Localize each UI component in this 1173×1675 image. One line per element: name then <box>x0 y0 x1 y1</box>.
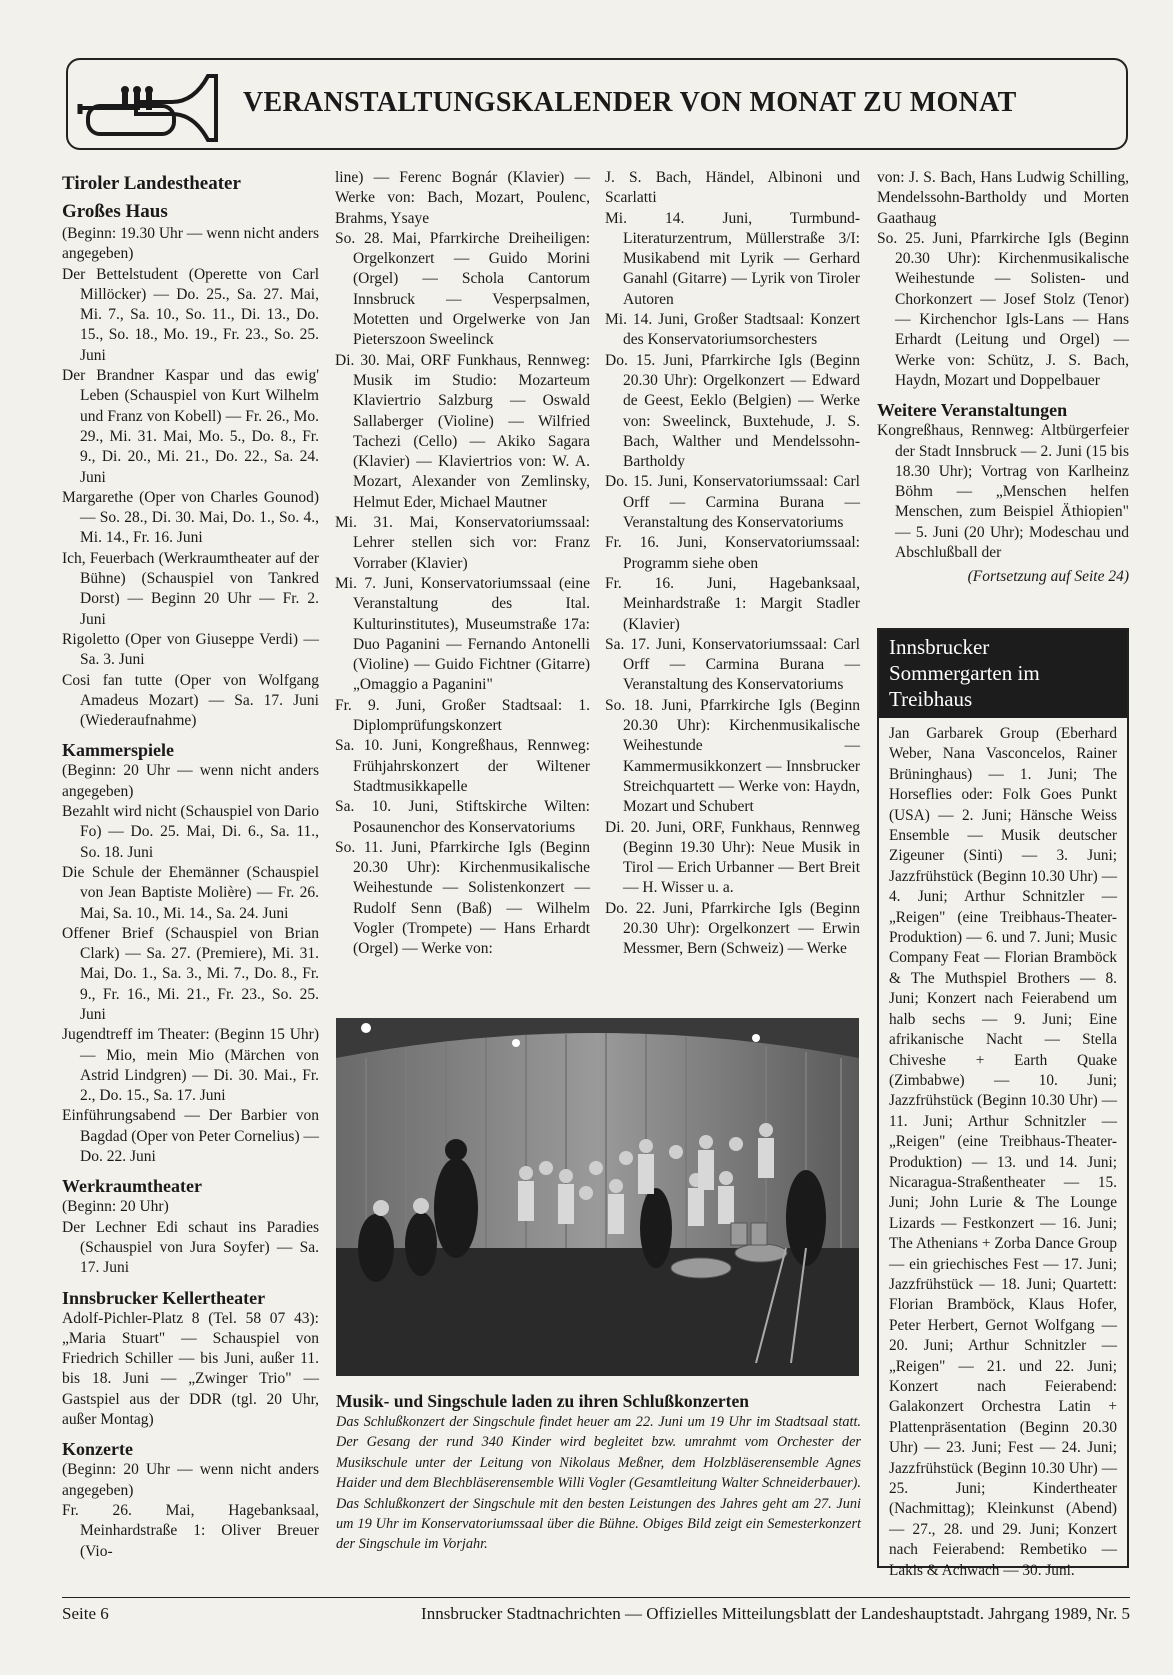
calendar-entry: Mi. 31. Mai, Konservatoriumssaal: Lehrer stellen sich vor: Franz Vorraber (Klavier) <box>335 514 590 572</box>
calendar-entry: Der Brandner Kaspar und das ewig' Leben (Schauspiel von Kurt Wilhelm und Franz von Kobell) — Fr. 26., Mo. 29., Mi. 31. Mai, Mo. 5., Do. 8., Fr. 9., Di. 20., Mi. 21., Do. 22., Sa. 24. Juni <box>62 367 319 486</box>
trumpet-icon <box>76 66 226 146</box>
section-heading: Innsbrucker Kellertheater <box>62 1287 266 1308</box>
calendar-entry: J. S. Bach, Händel, Albinoni und Scarlatti <box>605 169 860 207</box>
calendar-entry: Do. 22. Juni, Pfarrkirche Igls (Beginn 20.30 Uhr): Orgelkonzert — Erwin Messmer, Bern (Schweiz) — Werke <box>605 899 860 958</box>
calendar-entry: Offener Brief (Schauspiel von Brian Clark) — Sa. 27. (Premiere), Mi. 31. Mai, Do. 1., Sa. 3., Mi. 7., Do. 8., Fr. 9., Fr. 16., Mi. 21., Fr. 23., So. 25. Juni <box>62 924 319 1023</box>
calendar-entry: Bezahlt wird nicht (Schauspiel von Dario Fo) — Do. 25. Mai, Di. 6., Sa. 11., So. 18. Juni <box>62 803 319 861</box>
calendar-entry: Mi. 14. Juni, Turmbund-Literaturzentrum, Müllerstraße 3/I: Musikabend mit Lyrik — Gerhard Ganahl (Gitarre) — Lyrik von Tiroler Autoren <box>605 209 860 308</box>
column-4 <box>877 168 1129 588</box>
calendar-entry: (Beginn: 20 Uhr — wenn nicht anders angegeben) <box>62 762 319 800</box>
publication-line: Innsbrucker Stadtnachrichten — Offizielles Mitteilungsblatt der Landeshauptstadt. Jahrgang 1989, Nr. 5 <box>421 1604 1130 1623</box>
photo-caption <box>336 1390 861 1555</box>
calendar-entry: (Beginn: 20 Uhr — wenn nicht anders angegeben) <box>62 1461 319 1499</box>
calendar-entry: Sa. 10. Juni, Kongreßhaus, Rennweg: Frühjahrskonzert der Wiltener Stadtmusikkapelle <box>335 737 590 795</box>
sommergarten-text: Jan Garbarek Group (Eberhard Weber, Nana Vasconcelos, Rainer Brüninghaus) — 1. Juni; The Horseflies oder: Folk Goes Punkt (USA) — 2. Juni; Hänsche Weiss Ensemble — Musik deutscher Zigeuner (Sinti) — 3. Juni; Jazzfrühstück (Beginn 10.30 Uhr) — 4. Juni; Arthur Schnitzler — „Reigen" (eine Treibhaus-Theater-Produktion) — 6. und 7. Juni; Music Company Feat — Florian Bramböck & The Muthspiel Brothers — 8. Juni; Konzert nach Feierabend um halb sechs — 9. Juni; Eine afrikanische Nacht — Stella Chiveshe + Earth Quake (Zimbabwe) — 10. Juni; Jazzfrühstück (Beginn 10.30 Uhr) — 11. Juni; Arthur Schnitzler — „Reigen" (eine Treibhaus-Theater-Produktion) — 13. und 14. Juni; Nicaragua-Straßentheater — 15. Juni; John Lurie & The Lounge Lizards — Festkonzert — 16. Juni; The Athenians + Zorba Dance Group — ein griechisches Fest — 17. Juni; Jazzfrühstück — 18. Juni; Quartett: Florian Bramböck, Klaus Hofer, Peter Herbert, Gernot Wolfgang — 20. Juni; Arthur Schnitzler — „Reigen" — 21. und 22. Juni; Konzert nach Feierabend: Galakonzert Orchestra Latin + Plattenpräsentation (Beginn 20.30 Uhr) — 23. Juni; Fest — 24. Juni; Jazzfrühstück (Beginn 10.30 Uhr) — 25. Juni; Kindertheater (Nachmittag); Kleinkunst (Abend) — 27., 28. und 29. Juni; Konzert nach Feierabend: Rembetiko — Lakis & Achwach — 30. Juni. <box>889 725 1117 1579</box>
concert-photo-illustration <box>336 1018 859 1376</box>
calendar-entry: (Beginn: 19.30 Uhr — wenn nicht anders angegeben) <box>62 225 319 263</box>
calendar-entry: Sa. 17. Juni, Konservatoriumssaal: Carl Orff — Carmina Burana — Veranstaltung des Konservatoriums <box>605 635 860 694</box>
calendar-entry: So. 11. Juni, Pfarrkirche Igls (Beginn 20.30 Uhr): Kirchenmusikalische Weihestunde — Solistenkonzert — Rudolf Senn (Baß) — Wilhelm Vogler (Trompete) — Hans Erhardt (Orgel) — Werke von: <box>335 838 590 958</box>
column-2 <box>335 168 590 960</box>
calendar-entry: Di. 30. Mai, ORF Funkhaus, Rennweg: Musik im Studio: Mozarteum Klaviertrio Salzburg — Oswald Sallaberger (Violine) — Wilfried Tachezi (Cello) — Akiko Sagara (Klavier) — Klaviertrios von: W. A. Mozart, Alexander von Zemlinsky, Helmut Eder, Michael Mautner <box>335 351 590 511</box>
continuation-note: (Fortsetzung auf Seite 24) <box>967 568 1129 586</box>
calendar-header <box>66 58 1128 150</box>
calendar-entry: Mi. 14. Juni, Großer Stadtsaal: Konzert des Konservatoriumsorchesters <box>605 311 860 349</box>
calendar-entry: Fr. 9. Juni, Großer Stadtsaal: 1. Diplomprüfungskonzert <box>335 696 590 735</box>
column-1 <box>62 168 319 1562</box>
calendar-entry: Der Bettelstudent (Operette von Carl Millöcker) — Do. 25., Sa. 27. Mai, Mi. 7., Sa. 10., So. 11., Di. 13., Do. 15., So. 18., Mo. 19., Fr. 23., So. 25. Juni <box>62 265 319 364</box>
calendar-entry: Di. 20. Juni, ORF, Funkhaus, Rennweg (Beginn 19.30 Uhr): Neue Musik in Tirol — Erich Urbanner — Bert Breit — H. Wisser u. a. <box>605 818 860 897</box>
calendar-entry: Ich, Feuerbach (Werkraumtheater auf der Bühne) (Schauspiel von Tankred Dorst) — Beginn 20 Uhr — Fr. 2. Juni <box>62 549 319 628</box>
column-3 <box>605 168 860 960</box>
sommergarten-heading: Innsbrucker Sommergarten im Treibhaus <box>879 630 1127 718</box>
calendar-entry: Einführungsabend — Der Barbier von Bagdad (Oper von Peter Cornelius) — Do. 22. Juni <box>62 1107 319 1166</box>
calendar-entry: Die Schule der Ehemänner (Schauspiel von Jean Baptiste Molière) — Fr. 26. Mai, Sa. 10., Mi. 14., Sa. 24. Juni <box>62 863 319 922</box>
calendar-entry: Cosi fan tutte (Oper von Wolfgang Amadeus Mozart) — Sa. 17. Juni (Wiederaufnahme) <box>62 671 319 730</box>
sommergarten-box <box>877 628 1129 1579</box>
calendar-entry: Do. 15. Juni, Pfarrkirche Igls (Beginn 20.30 Uhr): Orgelkonzert — Edward de Geest, Eeklo (Belgien) — Werke von: Sweelinck, Buxtehude, J. S. Bach, Walther und Mendelssohn-Bartholdy <box>605 351 860 471</box>
calendar-entry: Der Lechner Edi schaut ins Paradies (Schauspiel von Jura Soyfer) — Sa. 17. Juni <box>62 1218 319 1277</box>
calendar-entry: Fr. 16. Juni, Hagebanksaal, Meinhardstraße 1: Margit Stadler (Klavier) <box>605 574 860 633</box>
concert-photo <box>336 1018 859 1376</box>
section-heading: Tiroler Landestheater <box>62 173 241 194</box>
page-footer <box>62 1597 1130 1623</box>
calendar-entry: Jugendtreff im Theater: (Beginn 15 Uhr) — Mio, mein Mio (Märchen von Astrid Lindgren) — Di. 30. Mai., Fr. 2., Do. 15., Sa. 17. Juni <box>62 1026 319 1105</box>
section-heading: Werkraumtheater <box>62 1176 202 1197</box>
calendar-entry: Rigoletto (Oper von Giuseppe Verdi) — Sa. 3. Juni <box>62 630 319 669</box>
calendar-entry: So. 18. Juni, Pfarrkirche Igls (Beginn 20.30 Uhr): Kirchenmusikalische Weihestunde — Kammermusikkonzert — Innsbrucker Streichquartett — Werke von: Haydn, Mozart und Schubert <box>605 696 860 816</box>
calendar-entry: So. 25. Juni, Pfarrkirche Igls (Beginn 20.30 Uhr): Kirchenmusikalische Weihestunde — Solisten- und Chorkonzert — Josef Stolz (Tenor) — Kirchenchor Igls-Lans — Hans Erhardt (Leitung und Orgel) — Werke von: Schütz, J. S. Bach, Haydn, Mozart und Doppelbauer <box>877 229 1129 389</box>
calendar-entry: Fr. 16. Juni, Konservatoriumssaal: Programm siehe oben <box>605 534 860 572</box>
calendar-entry: Fr. 26. Mai, Hagebanksaal, Meinhardstraße 1: Oliver Breuer (Vio- <box>62 1501 319 1560</box>
caption-text: Das Schlußkonzert der Singschule findet heuer am 22. Juni um 19 Uhr im Stadtsaal statt. Der Gesang der rund 340 Kinder wird begleitet bzw. umrahmt vom Orchester der Musikschule unter der Leitung von Nikolaus Meßner, dem Holzbläserensemble Agnes Haider und dem Blechbläserensemble Willi Vogler (Gesamtleitung Walter Schneiderbauer). Das Schlußkonzert der Singschule mit den besten Leistungen des Jahres geht am 27. Juni um 19 Uhr im Konservatoriumssaal über die Bühne. Obiges Bild zeigt ein Semesterkonzert der Singschule im Vorjahr. <box>336 1414 861 1553</box>
calendar-entry: Margarethe (Oper von Charles Gounod) — So. 28., Di. 30. Mai, Do. 1., So. 4., Mi. 14., Fr. 16. Juni <box>62 488 319 547</box>
page-title: VERANSTALTUNGSKALENDER VON MONAT ZU MONAT <box>243 87 1017 118</box>
calendar-entry: line) — Ferenc Bognár (Klavier) — Werke von: Bach, Mozart, Poulenc, Brahms, Ysaye <box>335 169 590 227</box>
calendar-entry: von: J. S. Bach, Hans Ludwig Schilling, Mendelssohn-Bartholdy und Morten Gaathaug <box>877 169 1129 227</box>
calendar-entry: (Beginn: 20 Uhr) <box>62 1198 169 1216</box>
section-heading: Weitere Veranstaltungen <box>877 400 1068 421</box>
calendar-entry: Sa. 10. Juni, Stiftskirche Wilten: Posaunenchor des Konservatoriums <box>335 798 590 836</box>
caption-heading: Musik- und Singschule laden zu ihren Schlußkonzerten <box>336 1391 749 1411</box>
calendar-entry: Mi. 7. Juni, Konservatoriumssaal (eine Veranstaltung des Ital. Kulturinstitutes), Museumstraße 17a: Duo Paganini — Fernando Antonelli (Violine) — Guido Fichtner (Gitarre) „Omaggio a Paganini" <box>335 574 590 694</box>
calendar-entry: Kongreßhaus, Rennweg: Altbürgerfeier der Stadt Innsbruck — 2. Juni (15 bis 18.30 Uhr); Vortrag von Karlheinz Böhm — „Menschen helfen Menschen, zum Beispiel Äthiopien" — 5. Juni (20 Uhr); Modeschau und Abschlußball der <box>877 422 1129 562</box>
section-heading: Großes Haus <box>62 201 168 222</box>
calendar-entry: So. 28. Mai, Pfarrkirche Dreiheiligen: Orgelkonzert — Guido Morini (Orgel) — Schola Cantorum Innsbruck — Vesperpsalmen, Motetten und Orgelwerke von Jan Pieterszoon Sweelinck <box>335 229 590 349</box>
calendar-entry: Adolf-Pichler-Platz 8 (Tel. 58 07 43): „Maria Stuart" — Schauspiel von Friedrich Schiller — bis Juni, außer 11. bis 18. Juni — „Zwinger Trio" — Gastspiel aus der DDR (tgl. 20 Uhr, außer Montag) <box>62 1309 319 1429</box>
calendar-entry: Do. 15. Juni, Konservatoriumssaal: Carl Orff — Carmina Burana — Veranstaltung des Konservatoriums <box>605 473 860 532</box>
section-heading: Kammerspiele <box>62 740 174 761</box>
page-number: Seite 6 <box>62 1604 109 1623</box>
section-heading: Konzerte <box>62 1439 133 1460</box>
